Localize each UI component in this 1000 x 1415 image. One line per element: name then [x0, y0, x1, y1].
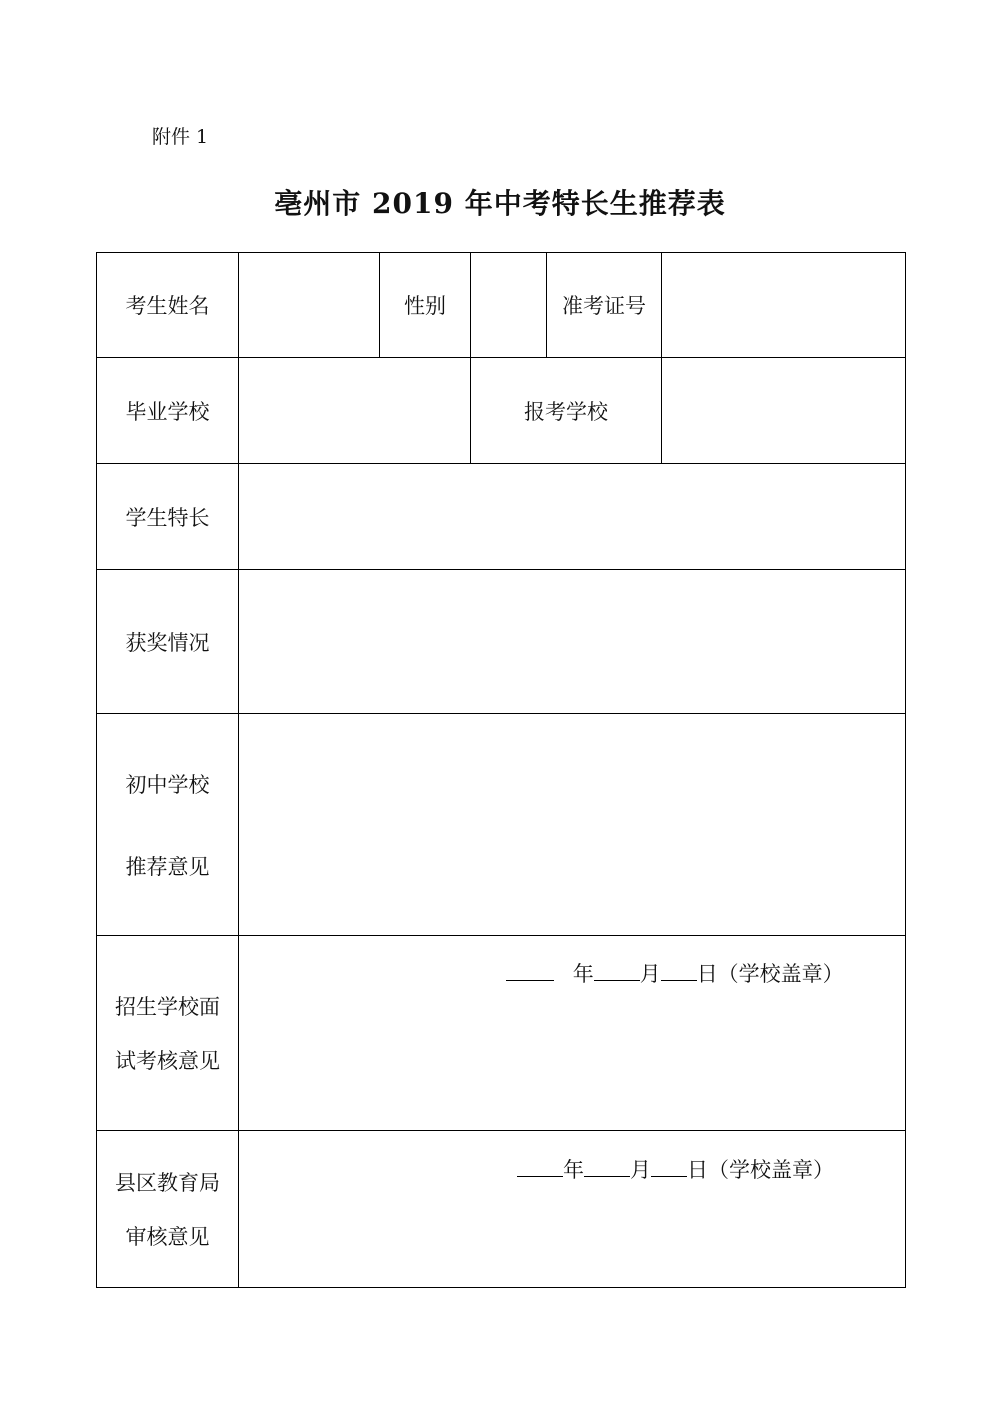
name-label: 考生姓名: [97, 253, 239, 358]
year-label: 年: [563, 1158, 584, 1182]
month-blank[interactable]: [584, 1154, 630, 1177]
apply-school-field[interactable]: [662, 358, 906, 464]
row-basic-info: [97, 253, 906, 358]
month-label: 月: [639, 961, 661, 986]
row-specialty: [97, 464, 906, 570]
recommendation-date-line: [506, 958, 844, 988]
recommendation-field[interactable]: [239, 714, 906, 986]
page-title: 亳州市 2019 年中考特长生推荐表: [274, 187, 726, 220]
recommendation-form: [96, 252, 906, 1288]
recommendation-label-line1: 初中学校: [125, 772, 210, 797]
recommendation-label: [97, 714, 239, 936]
day-blank[interactable]: [661, 958, 697, 981]
bureau-review-label-line1: 县区教育局: [115, 1171, 220, 1195]
day-blank[interactable]: [651, 1154, 687, 1177]
attachment-label: 附件 1: [152, 126, 209, 148]
apply-school-label: 报考学校: [471, 358, 662, 464]
gender-label: 性别: [380, 253, 471, 358]
year-label: 年: [572, 961, 594, 986]
specialty-label: 学生特长: [97, 464, 239, 570]
bureau-review-label-line2: 审核意见: [125, 1225, 210, 1249]
interview-label: [97, 936, 239, 1131]
year-blank[interactable]: [506, 958, 554, 981]
year-blank[interactable]: [517, 1154, 563, 1177]
graduate-school-field[interactable]: [239, 358, 471, 464]
interview-label-line2: 试考核意见: [115, 1049, 220, 1073]
awards-field[interactable]: [239, 570, 906, 714]
month-label: 月: [630, 1158, 651, 1182]
exam-id-label: 准考证号: [547, 253, 662, 358]
awards-label: 获奖情况: [97, 570, 239, 714]
exam-id-field[interactable]: [662, 253, 906, 358]
month-blank[interactable]: [594, 958, 640, 981]
interview-label-line1: 招生学校面: [115, 995, 220, 1019]
row-recommendation: [97, 714, 906, 936]
row-schools: [97, 358, 906, 464]
gender-field[interactable]: [471, 253, 547, 358]
name-field[interactable]: [239, 253, 380, 358]
row-awards: [97, 570, 906, 714]
specialty-field[interactable]: [239, 464, 906, 570]
bureau-review-label: [97, 1131, 239, 1288]
graduate-school-label: 毕业学校: [97, 358, 239, 464]
day-stamp-label: 日（学校盖章）: [696, 961, 844, 986]
day-stamp-label: 日（学校盖章）: [687, 1158, 834, 1182]
recommendation-label-line2: 推荐意见: [125, 854, 210, 879]
interview-date-line: [517, 1154, 834, 1184]
